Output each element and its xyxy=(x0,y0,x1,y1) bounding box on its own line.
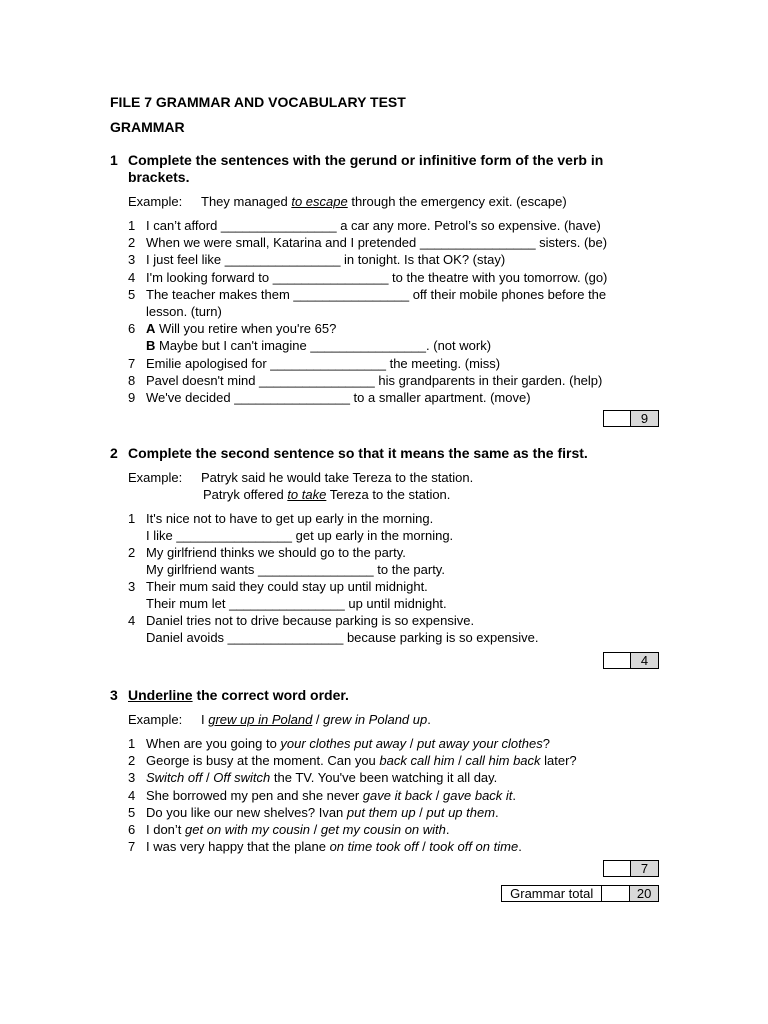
item-text: Do you like our new shelves? Ivan put them up / put up them. xyxy=(146,804,499,820)
item-text: I like ________________ get up early in the morning. xyxy=(146,528,454,543)
word-order-option[interactable]: Off switch xyxy=(213,770,271,786)
item-number: 2 xyxy=(128,545,136,560)
word-order-option[interactable]: get on with my cousin xyxy=(185,822,311,837)
item-text: I don’t get on with my cousin / get my cousin on with. xyxy=(146,822,450,837)
item-text: George is busy at the moment. Can you back call him / call him back later? xyxy=(146,753,577,769)
exercise-3-number: 3 xyxy=(110,687,118,703)
item-number: 2 xyxy=(128,235,136,251)
item-text: Daniel avoids ________________ because parking is so expensive. xyxy=(146,630,539,645)
word-order-option[interactable]: put them up xyxy=(346,804,416,820)
item-text: We've decided ________________ to a smaller apartment. (move) xyxy=(146,390,531,405)
exercise-3-example-label: Example: xyxy=(128,712,183,727)
word-order-option[interactable]: get my cousin on with xyxy=(320,822,446,837)
item-text: When are you going to your clothes put away / put away your clothes? xyxy=(146,736,550,751)
item-text: Daniel tries not to drive because parking is so expensive. xyxy=(146,613,475,628)
score-blank-cell[interactable] xyxy=(604,411,631,426)
item-number: 3 xyxy=(128,770,136,786)
item-text: It's nice not to have to get up early in the morning. xyxy=(146,511,434,526)
item-text: B Maybe but I can't imagine ________________. (not work) xyxy=(146,338,492,354)
section-title-grammar: GRAMMAR xyxy=(110,119,185,135)
item-number: 4 xyxy=(128,269,136,285)
exercise-1-example-label: Example: xyxy=(128,194,183,209)
word-order-option[interactable]: call him back xyxy=(465,753,541,769)
item-number: 4 xyxy=(128,613,136,628)
score-blank-cell[interactable] xyxy=(604,861,631,876)
page-title: FILE 7 GRAMMAR AND VOCABULARY TEST xyxy=(110,94,406,110)
score-max: 4 xyxy=(631,653,658,668)
item-number: 3 xyxy=(128,252,136,268)
exercise-3-heading: Underline the correct word order. xyxy=(128,687,349,703)
item-number: 8 xyxy=(128,372,136,388)
item-text: Switch off / Off switch the TV. You've been watching it all day. xyxy=(146,770,498,786)
item-text: The teacher makes them ________________ off their mobile phones before the xyxy=(146,286,607,302)
item-text: She borrowed my pen and she never gave it back / gave back it. xyxy=(146,787,517,803)
exercise-3-example: I grew up in Poland / grew in Poland up. xyxy=(201,712,431,727)
score-max: 9 xyxy=(631,411,658,426)
exercise-1-heading-line1: Complete the sentences with the gerund or infinitive form of the verb in xyxy=(128,152,604,168)
item-number: 1 xyxy=(128,736,136,751)
exercise-2-number: 2 xyxy=(110,445,118,461)
exercise-2-heading: Complete the second sentence so that it means the same as the first. xyxy=(128,445,588,461)
exercise-2-score-box xyxy=(603,652,659,669)
word-order-option[interactable]: took off on time xyxy=(429,839,519,855)
speaker-label: A xyxy=(146,321,156,337)
word-order-option[interactable]: back call him xyxy=(379,753,455,769)
grammar-total-value: 20 xyxy=(630,886,658,901)
word-order-option[interactable]: Switch off xyxy=(146,770,203,786)
word-order-option[interactable]: on time took off xyxy=(329,839,419,855)
item-text: lesson. (turn) xyxy=(146,304,222,319)
score-blank-cell[interactable] xyxy=(604,653,631,668)
word-order-option[interactable]: put away your clothes xyxy=(417,736,543,751)
item-text: I was very happy that the plane on time took off / took off on time. xyxy=(146,839,522,855)
exercise-1-score-box xyxy=(603,410,659,427)
exercise-2-example-line2: Patryk offered to take Tereza to the station. xyxy=(203,487,451,502)
item-number: 6 xyxy=(128,321,136,337)
item-number: 7 xyxy=(128,839,136,855)
item-number: 1 xyxy=(128,511,136,526)
exercise-1-number: 1 xyxy=(110,152,118,168)
item-text: My girlfriend thinks we should go to the party. xyxy=(146,545,406,560)
grammar-total-box xyxy=(501,885,659,902)
speaker-label: B xyxy=(146,338,156,354)
item-number: 7 xyxy=(128,355,136,371)
item-text: I just feel like ________________ in tonight. Is that OK? (stay) xyxy=(146,252,506,268)
word-order-option[interactable]: gave it back xyxy=(362,787,433,803)
item-number: 4 xyxy=(128,787,136,803)
item-number: 6 xyxy=(128,822,136,837)
grammar-total-blank-cell[interactable] xyxy=(602,886,630,901)
item-text: I'm looking forward to ________________ to the theatre with you tomorrow. (go) xyxy=(146,269,608,285)
exercise-2-example-label: Example: xyxy=(128,470,183,485)
item-text: Their mum said they could stay up until midnight. xyxy=(146,579,428,594)
grammar-total-label: Grammar total xyxy=(502,886,602,901)
score-max: 7 xyxy=(631,861,658,876)
word-order-option[interactable]: put up them xyxy=(426,804,496,820)
item-text: I can’t afford ________________ a car any more. Petrol’s so expensive. (have) xyxy=(146,218,601,233)
item-text: Emilie apologised for ________________ the meeting. (miss) xyxy=(146,355,501,371)
exercise-3-score-box xyxy=(603,860,659,877)
item-number: 9 xyxy=(128,390,136,405)
item-number: 5 xyxy=(128,804,136,820)
exercise-2-example-line1: Patryk said he would take Tereza to the station. xyxy=(201,470,474,485)
item-number: 2 xyxy=(128,753,136,769)
example-answer: to take xyxy=(287,487,327,502)
item-text: Pavel doesn't mind ________________ his grandparents in their garden. (help) xyxy=(146,372,603,388)
item-text: Their mum let ________________ up until midnight. xyxy=(146,596,447,611)
word-order-option[interactable]: your clothes put away xyxy=(280,736,407,751)
item-number: 1 xyxy=(128,218,136,233)
exercise-1-example: They managed to escape through the emergency exit. (escape) xyxy=(201,194,567,209)
exercise-1-heading-line2: brackets. xyxy=(128,169,190,185)
item-number: 3 xyxy=(128,579,136,594)
item-text: My girlfriend wants ________________ to the party. xyxy=(146,562,445,577)
word-order-option[interactable]: gave back it xyxy=(443,787,513,803)
item-number: 5 xyxy=(128,286,136,302)
item-text: When we were small, Katarina and I pretended ________________ sisters. (be) xyxy=(146,235,608,251)
example-answer: to escape xyxy=(291,194,348,209)
item-text: A Will you retire when you're 65? xyxy=(146,321,337,337)
